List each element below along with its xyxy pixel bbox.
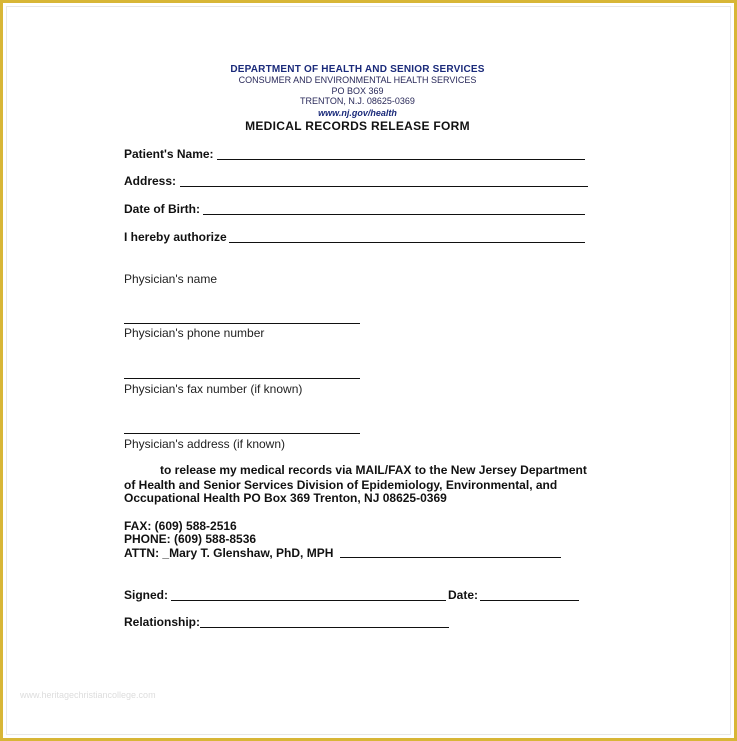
address-field[interactable]	[180, 186, 588, 187]
signed-field[interactable]	[171, 600, 446, 601]
contact-fax: FAX: (609) 588-2516	[124, 519, 237, 533]
physician-fax-label: Physician's fax number (if known)	[124, 382, 303, 396]
patient-name-field[interactable]	[217, 159, 585, 160]
contact-attn: ATTN: _Mary T. Glenshaw, PhD, MPH	[124, 546, 334, 560]
physician-fax-field[interactable]	[124, 433, 360, 434]
relationship-field[interactable]	[200, 627, 449, 628]
release-line-3: Occupational Health PO Box 369 Trenton, NJ 08625-0369	[124, 491, 447, 505]
authorize-field[interactable]	[229, 242, 585, 243]
department-heading: DEPARTMENT OF HEALTH AND SENIOR SERVICES	[230, 64, 485, 75]
contact-phone: PHONE: (609) 588-8536	[124, 532, 257, 546]
physician-phone-field[interactable]	[124, 378, 360, 379]
patient-name-label: Patient's Name:	[124, 147, 214, 161]
date-field[interactable]	[480, 600, 579, 601]
signed-label: Signed:	[124, 588, 168, 602]
division-heading: CONSUMER AND ENVIRONMENTAL HEALTH SERVICES	[238, 75, 477, 85]
release-line-2: of Health and Senior Services Division of Epidemiology, Environmental, and	[124, 478, 558, 492]
physician-name-field[interactable]	[124, 323, 360, 324]
physician-name-label: Physician's name	[124, 272, 217, 286]
physician-phone-label: Physician's phone number	[124, 326, 265, 340]
release-line-1: to release my medical records via MAIL/FAX to the New Jersey Department	[160, 463, 587, 477]
dob-label: Date of Birth:	[124, 202, 200, 216]
attn-field[interactable]	[340, 557, 561, 558]
date-label: Date:	[448, 588, 479, 602]
physician-address-label: Physician's address (if known)	[124, 437, 286, 451]
authorize-label: I hereby authorize	[124, 230, 227, 244]
form-title: MEDICAL RECORDS RELEASE FORM	[245, 119, 470, 133]
watermark: www.heritagechristiancollege.com	[20, 690, 156, 700]
city-address: TRENTON, N.J. 08625-0369	[300, 96, 415, 106]
website-link[interactable]: www.nj.gov/health	[318, 108, 397, 118]
address-label: Address:	[124, 174, 177, 188]
po-box: PO BOX 369	[331, 86, 384, 96]
dob-field[interactable]	[203, 214, 585, 215]
relationship-label: Relationship:	[124, 615, 201, 629]
